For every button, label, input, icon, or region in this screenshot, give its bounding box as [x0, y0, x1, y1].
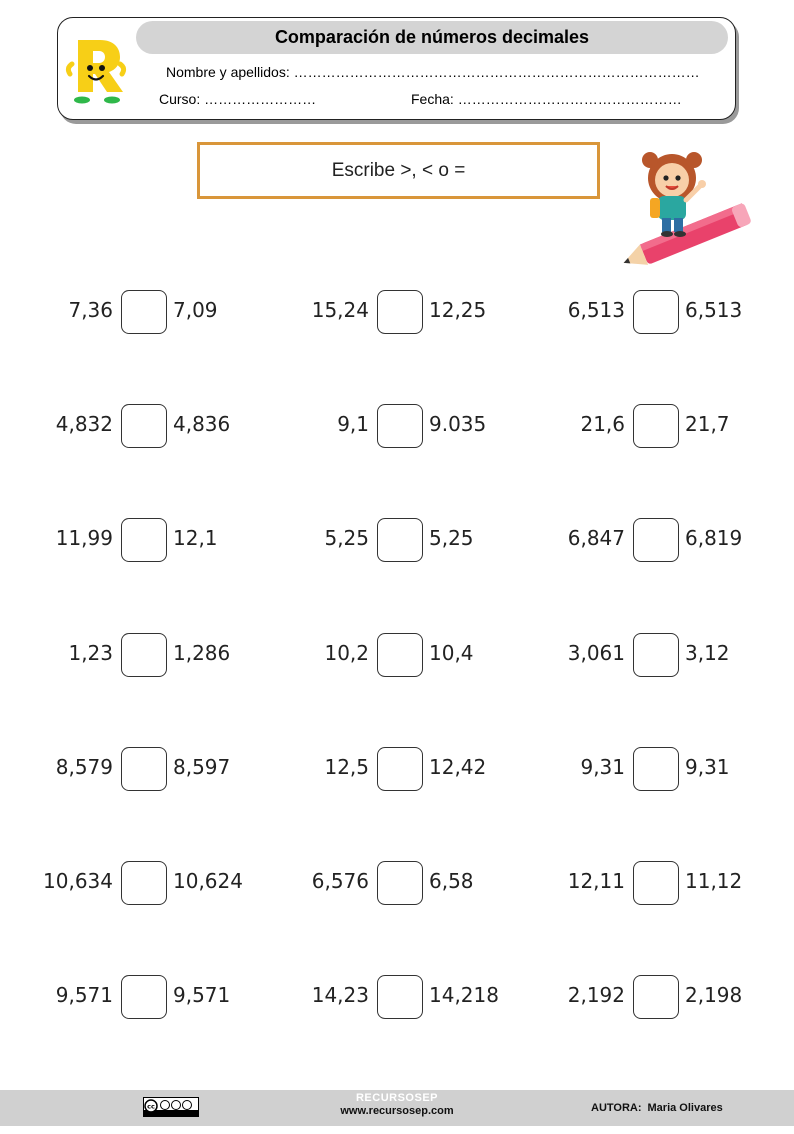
right-number: 12,1	[173, 526, 218, 550]
right-number: 6,819	[685, 526, 743, 550]
footer	[0, 1090, 794, 1126]
left-number: 6,513	[567, 298, 625, 322]
svg-text:cc: cc	[147, 1102, 155, 1111]
left-number: 9,31	[580, 755, 625, 779]
answer-box[interactable]	[633, 633, 679, 677]
answer-box[interactable]	[633, 861, 679, 905]
right-number: 14,218	[429, 983, 499, 1007]
exercise-item	[0, 404, 794, 452]
author-label: AUTORA:	[591, 1102, 642, 1114]
left-number: 11,99	[55, 526, 113, 550]
footer-author	[591, 1102, 723, 1114]
right-number: 11,12	[685, 869, 743, 893]
author-name: Maria Olivares	[647, 1102, 723, 1114]
answer-box[interactable]	[633, 518, 679, 562]
name-field[interactable]: Nombre y apellidos: ……………………………………………………………………………	[166, 64, 700, 80]
right-number: 3,12	[685, 641, 730, 665]
right-number: 10,624	[173, 869, 243, 893]
left-number: 15,24	[311, 298, 369, 322]
course-field[interactable]: Curso: ……………………	[159, 91, 317, 107]
date-field[interactable]: Fecha: …………………………………………	[411, 91, 682, 107]
footer-url[interactable]: www.recursosep.com	[340, 1105, 454, 1117]
right-number: 9,571	[173, 983, 231, 1007]
answer-box[interactable]	[633, 404, 679, 448]
exercise-item	[0, 975, 794, 1023]
right-number: 12,25	[429, 298, 487, 322]
left-number: 5,25	[324, 526, 369, 550]
left-number: 1,23	[68, 641, 113, 665]
exercise-item	[0, 290, 794, 338]
left-number: 9,571	[55, 983, 113, 1007]
left-number: 6,576	[311, 869, 369, 893]
left-number: 12,5	[324, 755, 369, 779]
left-number: 10,634	[43, 869, 113, 893]
left-number: 6,847	[567, 526, 625, 550]
right-number: 10,4	[429, 641, 474, 665]
left-number: 9,1	[337, 412, 369, 436]
left-number: 12,11	[567, 869, 625, 893]
right-number: 5,25	[429, 526, 474, 550]
left-number: 7,36	[68, 298, 113, 322]
right-number: 12,42	[429, 755, 487, 779]
right-number: 9.035	[429, 412, 487, 436]
right-number: 21,7	[685, 412, 730, 436]
answer-box[interactable]	[633, 975, 679, 1019]
answer-box[interactable]	[633, 290, 679, 334]
left-number: 2,192	[567, 983, 625, 1007]
left-number: 8,579	[55, 755, 113, 779]
right-number: 2,198	[685, 983, 743, 1007]
right-number: 1,286	[173, 641, 231, 665]
exercise-item	[0, 518, 794, 566]
left-number: 4,832	[55, 412, 113, 436]
right-number: 9,31	[685, 755, 730, 779]
right-number: 7,09	[173, 298, 218, 322]
right-number: 6,513	[685, 298, 743, 322]
left-number: 3,061	[567, 641, 625, 665]
left-number: 10,2	[324, 641, 369, 665]
answer-box[interactable]	[633, 747, 679, 791]
worksheet-title: Comparación de números decimales	[274, 27, 590, 47]
instruction-box: Escribe >, < o =	[197, 142, 600, 199]
left-number: 14,23	[311, 983, 369, 1007]
right-number: 8,597	[173, 755, 231, 779]
exercise-item	[0, 861, 794, 909]
left-number: 21,6	[580, 412, 625, 436]
right-number: 4,836	[173, 412, 231, 436]
exercise-item	[0, 747, 794, 795]
exercise-item	[0, 633, 794, 681]
right-number: 6,58	[429, 869, 474, 893]
footer-brand: RECURSOSEP	[355, 1092, 439, 1104]
